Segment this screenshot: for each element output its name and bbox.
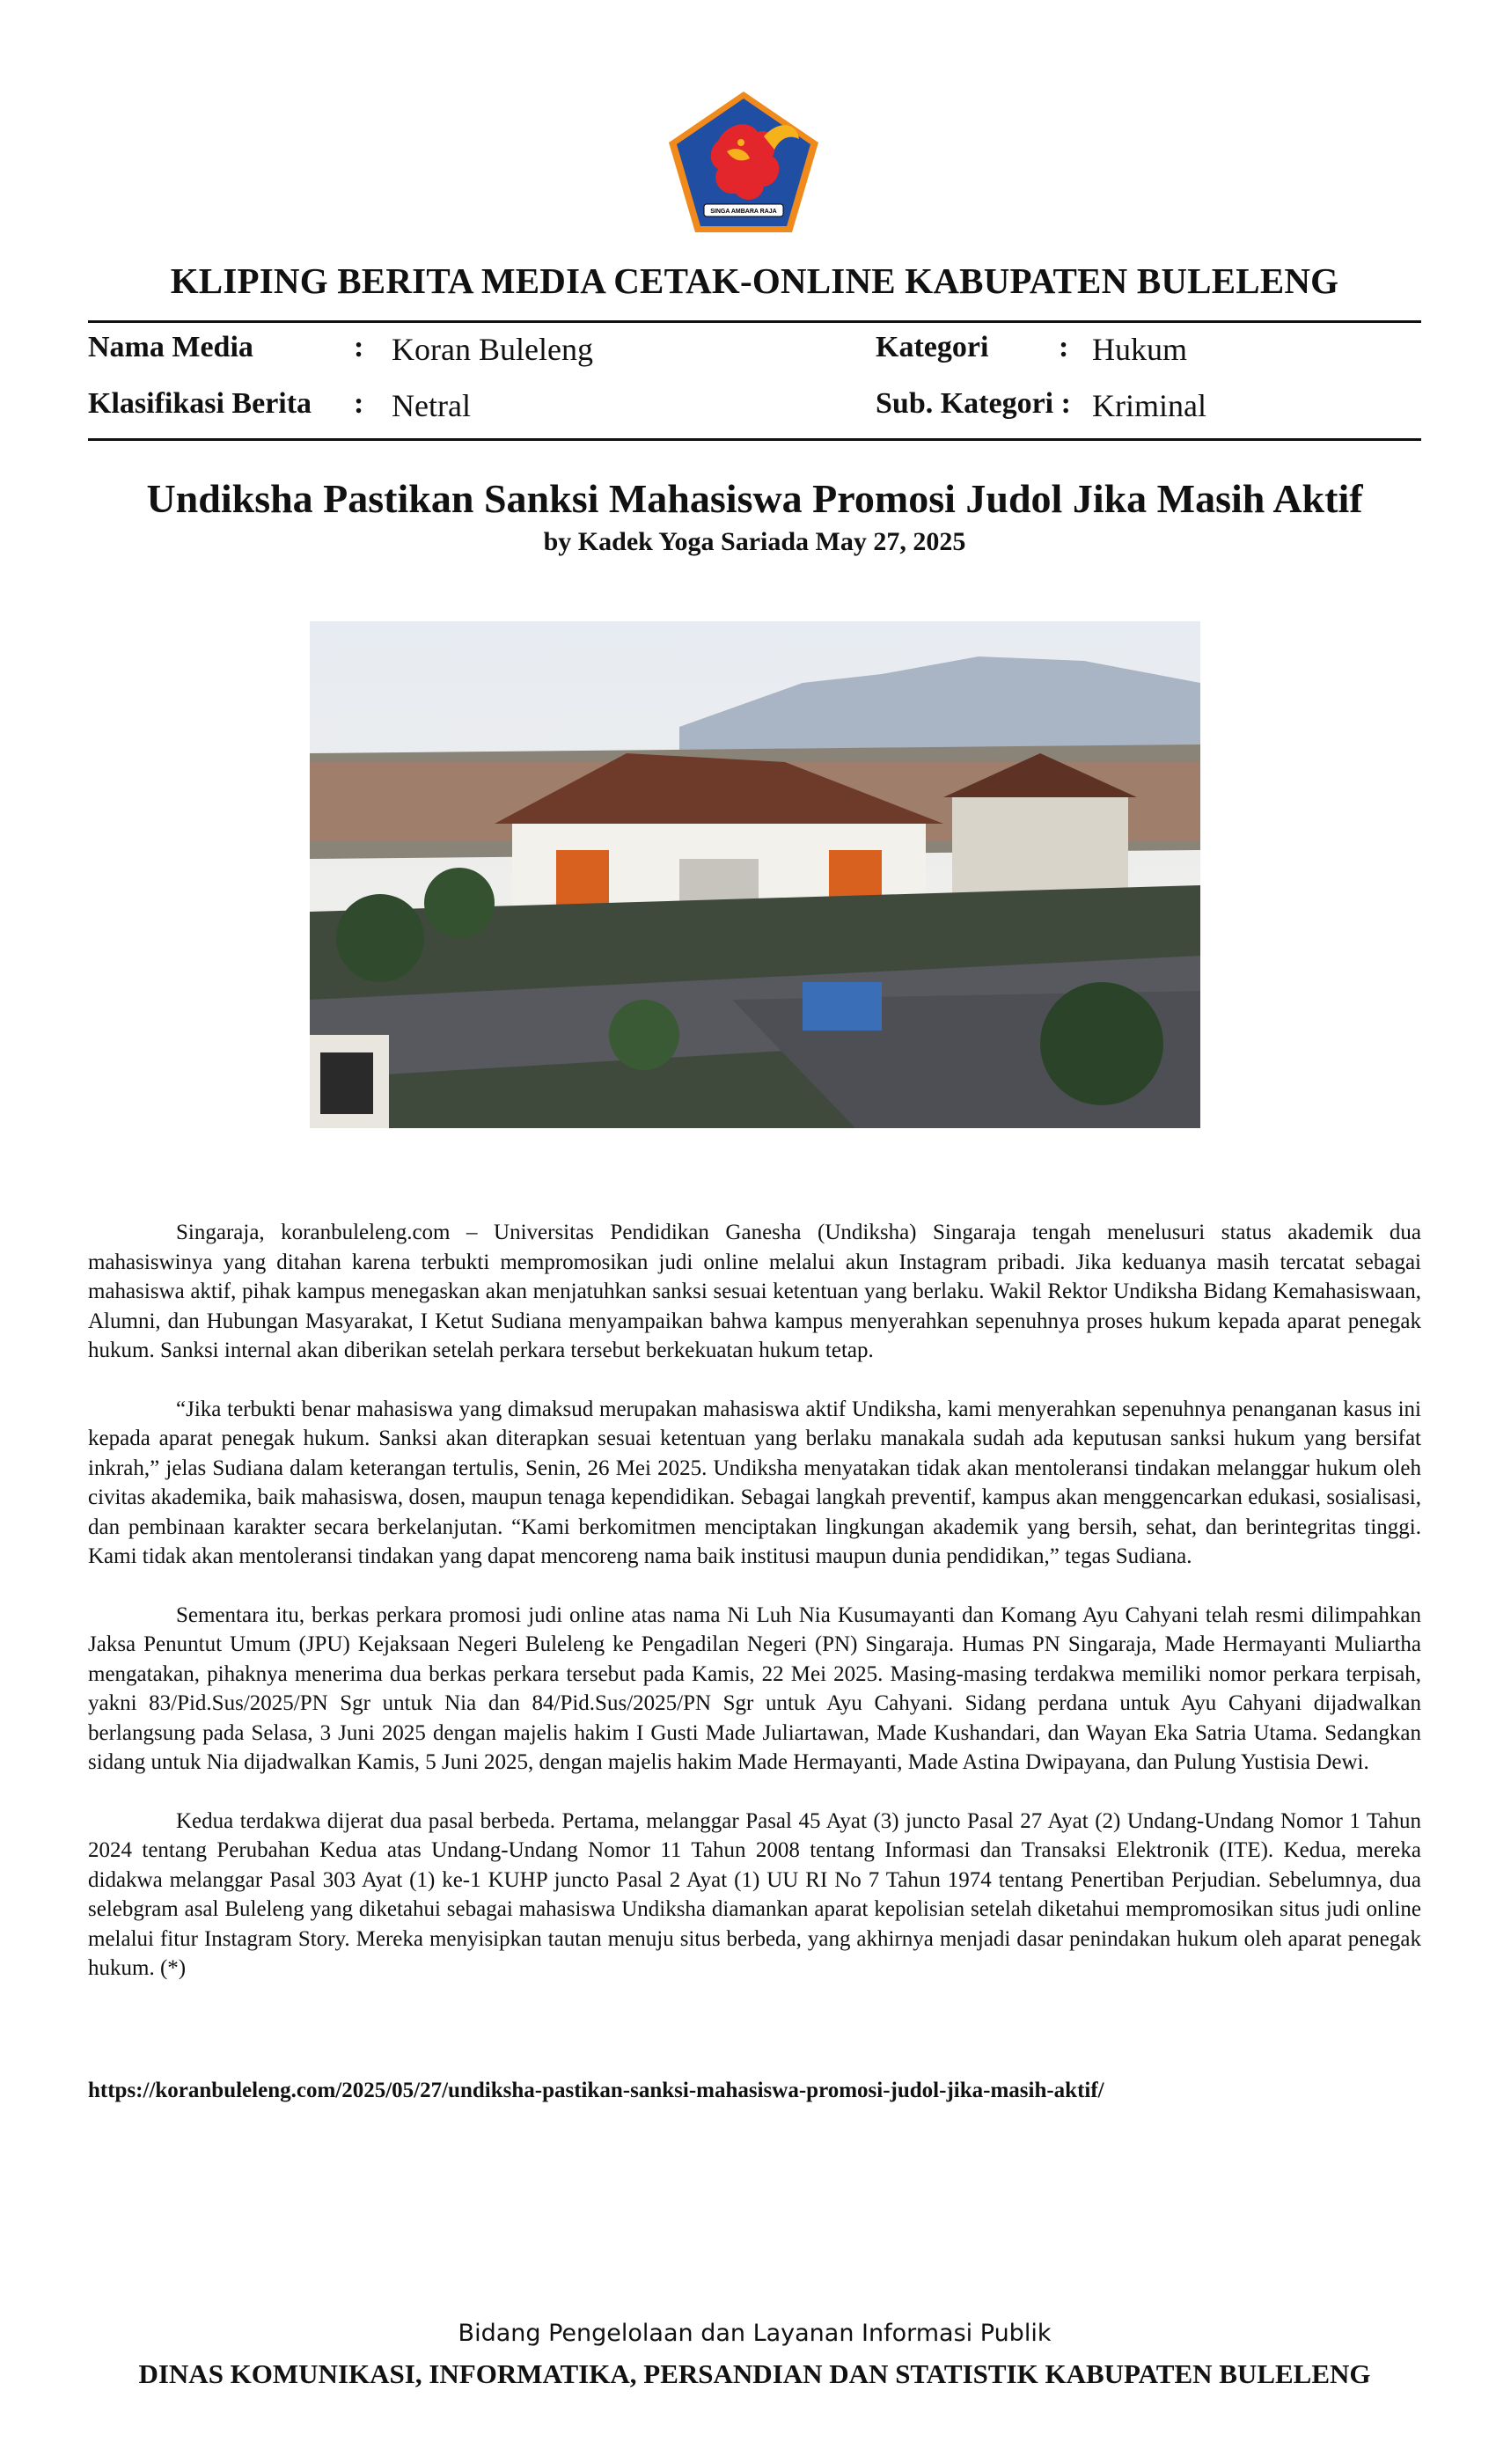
klasifikasi-separator: : <box>354 387 364 420</box>
kategori-label: Kategori <box>876 331 989 363</box>
sub-kategori-value: Kriminal <box>1092 388 1206 423</box>
article-paragraph-4: Kedua terdakwa dijerat dua pasal berbeda. Pertama, melanggar Pasal 45 Ayat (3) juncto Pasal 27 Ayat (2) Undang-Undang Nomor 1 Tahun 2024 tentang Perubahan Kedua atas Undang-Undang Nomor 11 Tahun 2008 tentang Informasi dan Transaksi Elektronik (ITE). Kedua, mereka didakwa melanggar Pasal 303 Ayat (1) ke-1 KUHP juncto Pasal 2 Ayat (1) UU RI No 7 Tahun 1974 tentang Penertiban Perjudian. Sebelumnya, dua selebgram asal Buleleng yang diketahui sebagai mahasiswa Undiksha diamankan aparat kepolisian setelah diketahui mempromosikan situs judi online melalui fitur Instagram Story. Mereka menyisipkan tautan menuju situs berbeda, yang akhirnya menjadi dasar penindakan hukum oleh aparat penegak hukum. (*) <box>88 1808 1421 1980</box>
kategori-separator: : <box>1059 331 1069 363</box>
nama-media-value: Koran Buleleng <box>392 332 593 367</box>
kategori-value: Hukum <box>1092 332 1187 367</box>
sub-kategori-label: Sub. Kategori : <box>876 387 1071 420</box>
article-paragraph-3: Sementara itu, berkas perkara promosi judi online atas nama Ni Luh Nia Kusumayanti dan Komang Ayu Cahyani telah resmi dilimpahkan Jaksa Penuntut Umum (JPU) Kejaksaan Negeri Buleleng ke Pengadilan Negeri (PN) Singaraja. Humas PN Singaraja, Made Hermayanti Muliartha mengatakan, pihaknya menerima dua berkas perkara tersebut pada Kamis, 22 Mei 2025. Masing-masing terdakwa memiliki nomor perkara terpisah, yakni 83/Pid.Sus/2025/PN Sgr untuk Nia dan 84/Pid.Sus/2025/PN Sgr untuk Ayu Cahyani. Sidang perdana untuk Ayu Cahyani dijadwalkan berlangsung pada Selasa, 3 Juni 2025 dengan majelis hakim I Gusti Made Juliartawan, Made Kushandari, dan Wayan Eka Satria Utama. Sedangkan sidang untuk Nia dijadwalkan Kamis, 5 Juni 2025, dengan majelis hakim Made Hermayanti, Made Astina Dwipayana, dan Pulung Yustisia Dewi. <box>88 1602 1421 1774</box>
nama-media-separator: : <box>354 331 364 363</box>
article-paragraph-2: “Jika terbukti benar mahasiswa yang dimaksud merupakan mahasiswa aktif Undiksha, kami menyerahkan sepenuhnya penanganan kasus ini kepada aparat penegak hukum. Sanksi akan diterapkan sesuai ketentuan yang berlaku manakala sudah ada keputusan sanksi hukum yang bersifat inkrah,” jelas Sudiana dalam keterangan tertulis, Senin, 26 Mei 2025. Undiksha menyatakan tidak akan mentoleransi tindakan melanggar hukum oleh civitas akademika, baik mahasiswa, dosen, maupun tenaga kependidikan. Sebagai langkah preventif, kampus akan menggencarkan edukasi, sosialisasi, dan pembinaan karakter secara berkelanjutan. “Kami berkomitmen menciptakan lingkungan akademik yang bersih, sehat, dan berintegritas tinggi. Kami tidak akan mentoleransi tindakan yang dapat mencoreng nama baik institusi maupun dunia pendidikan,” tegas Sudiana. <box>88 1397 1421 1568</box>
article-body <box>88 1218 1421 2013</box>
article-source-url[interactable]: https://koranbuleleng.com/2025/05/27/undiksha-pastikan-sanksi-mahasiswa-promosi-judol-jika-masih-aktif/ <box>88 2079 1104 2102</box>
page-title: KLIPING BERITA MEDIA CETAK-ONLINE KABUPATEN BULELENG <box>170 260 1339 301</box>
logo-motto: SINGA AMBARA RAJA <box>710 209 777 215</box>
article-paragraph-1: Singaraja, koranbuleleng.com – Universitas Pendidikan Ganesha (Undiksha) Singaraja tengah menelusuri status akademik dua mahasiswinya yang ditahan karena terbukti mempromosikan judi online melalui akun Instagram pribadi. Jika keduanya masih tercatat sebagai mahasiswa aktif, pihak kampus menegaskan akan menjatuhkan sanksi sesuai ketentuan yang berlaku. Wakil Rektor Undiksha Bidang Kemahasiswaan, Alumni, dan Hubungan Masyarakat, I Ketut Sudiana menyampaikan bahwa kampus menyerahkan sepenuhnya proses hukum kepada aparat penegak hukum. Sanksi internal akan diberikan setelah perkara tersebut berkekuatan hukum tetap. <box>88 1221 1421 1362</box>
klasifikasi-label: Klasifikasi Berita <box>88 387 312 420</box>
article-title: Undiksha Pastikan Sanksi Mahasiswa Promosi Judol Jika Masih Aktif <box>146 476 1363 521</box>
article-photo-campus <box>310 621 1200 1128</box>
footer-agency: DINAS KOMUNIKASI, INFORMATIKA, PERSANDIAN DAN STATISTIK KABUPATEN BULELENG <box>138 2358 1371 2389</box>
klasifikasi-value: Netral <box>392 388 471 423</box>
pemkab-buleleng-logo <box>665 88 822 236</box>
article-byline: by Kadek Yoga Sariada May 27, 2025 <box>543 527 966 556</box>
header-bottom-rule <box>88 438 1421 441</box>
footer-department: Bidang Pengelolaan dan Layanan Informasi Publik <box>458 2320 1052 2347</box>
nama-media-label: Nama Media <box>88 331 253 363</box>
singa-ambara-raja-emblem-icon <box>665 88 822 236</box>
header-top-rule <box>88 320 1421 323</box>
